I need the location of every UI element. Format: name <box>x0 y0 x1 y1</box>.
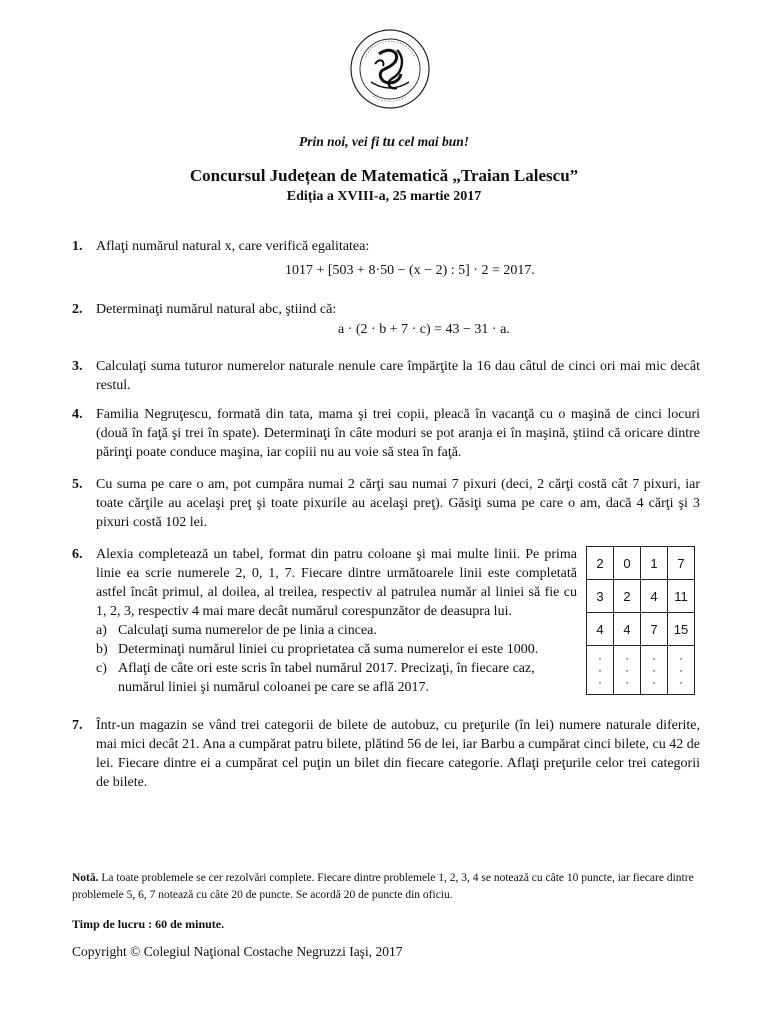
problem-2-formula: a · (2 · b + 7 · c) = 43 − 31 · a. <box>338 322 510 337</box>
copyright: Copyright © Colegiul Naţional Costache Negruzzi Iaşi, 2017 <box>72 944 403 959</box>
ellipsis-cell: · · · <box>641 646 668 695</box>
problem-6-part-a: a) Calculaţi suma numerelor de pe linia a cincea. <box>96 623 377 638</box>
table-row <box>587 613 695 646</box>
grading-note: Notă. La toate problemele se cer rezolvări complete. Fiecare dintre problemele 1, 2, 3, 4 se notează cu câte 10 puncte, iar fiecare dintre problemele 5, 6, 7 notează cu câte 20 de puncte. Se acordă 20 de puncte din oficiu. <box>72 872 694 901</box>
table-cell: 4 <box>614 613 641 646</box>
problem-6: 6. Alexia completează un tabel, format din patru coloane şi mai multe linii. Pe prima linie ea scrie numerele 2, 0, 1, 7. Fiecare dintre următoarele linii este completată astfel încât primul, al doilea, al treilea, respectiv al patrulea număr al liniei să fie cu 1, 2, 3, respectiv 4 mai mare decât numărul corespunzător de deasupra lui. a) Calculaţi suma numerelor de pe linia a cincea. b) Determinaţi numărul liniei cu proprietatea că suma numerelor ei este 1000. c) Aflaţi de câte ori este scris în tabel numărul 2017. Precizaţi, în fiecare caz, numărul liniei şi numărul coloanei pe care se află 2017. <box>72 547 577 695</box>
problem-5-text: Cu suma pe care o am, pot cumpăra numai 2 cărţi sau numai 7 pixuri (deci, 2 cărţi costă cât 7 pixuri, iar toate cărţile au acelaşi preţ şi toate pixurile au acelaşi preţ). Găsiţi suma pe care o am, dacă 4 cărţi şi 3 pixuri costă 102 lei. <box>96 477 700 530</box>
table-cell: 0 <box>614 547 641 580</box>
problem-6-part-b: b) Determinaţi numărul liniei cu proprietatea că suma numerelor ei este 1000. <box>96 642 539 657</box>
problem-5: 5. Cu suma pe care o am, pot cumpăra numai 2 cărţi sau numai 7 pixuri (deci, 2 cărţi costă cât 7 pixuri, iar toate cărţile au acelaşi preţ şi toate pixurile au acelaşi preţ). Găsiţi suma pe care o am, dacă 4 cărţi şi 3 pixuri costă 102 lei. <box>72 477 700 530</box>
problem-3-text: Calculaţi suma tuturor numerelor naturale nenule care împărţite la 16 dau câtul de cinci ori mai mic decât restul. <box>96 359 700 393</box>
problem-1-text: Aflaţi numărul natural x, care verifică egalitatea: <box>96 239 370 254</box>
edition-subtitle: Ediția a XVIII-a, 25 martie 2017 <box>286 189 482 204</box>
table-row <box>587 547 695 580</box>
motto: Prin noi, vei fi tu cel mai bun! <box>298 134 470 150</box>
problem-7: 7. Într-un magazin se vând trei categorii de bilete de autobuz, cu preţurile (în lei) numere naturale diferite, mai mici decât 21. Ana a cumpărat patru bilete, plătind 56 de lei, iar Barbu a cumpărat cinci bilete, cu 42 de lei. Fiecare dintre ei a cumpărat cel puţin un bilet din fiecare categorie. Aflaţi preţurile celor trei categorii de bilete. <box>72 718 700 790</box>
table-cell: 2 <box>614 580 641 613</box>
school-seal-logo <box>349 28 431 110</box>
number-table <box>586 546 695 695</box>
ellipsis-cell: · · · <box>587 646 614 695</box>
table-cell: 11 <box>668 580 695 613</box>
time-limit: Timp de lucru : 60 de minute. <box>72 917 225 931</box>
table-cell: 2 <box>587 547 614 580</box>
table-cell: 4 <box>587 613 614 646</box>
table-cell: 4 <box>641 580 668 613</box>
problem-1-formula: 1017 + [503 + 8·50 − (x − 2) : 5] · 2 = 2017. <box>285 263 535 278</box>
problem-2-text: Determinaţi numărul natural abc, ştiind că: <box>96 302 337 317</box>
table-cell: 7 <box>668 547 695 580</box>
problem-6-part-c: c) Aflaţi de câte ori este scris în tabel numărul 2017. Precizaţi, în fiecare caz, numărul liniei şi numărul coloanei pe care se află 2017. <box>96 661 535 695</box>
problem-4: 4. Familia Negruţescu, formată din tata, mama şi trei copii, pleacă în vacanţă cu o maşină de cinci locuri (două în faţă şi trei în spate). Determinaţi în câte moduri se pot aranja ei în maşină, ştiind că oricare dintre părinţi poate conduce maşina, iar copiii nu au voie să stea în faţă. <box>72 407 700 460</box>
ellipsis-cell: · · · <box>668 646 695 695</box>
problem-6-text: Alexia completează un tabel, format din patru coloane şi mai multe linii. Pe prima linie ea scrie numerele 2, 0, 1, 7. Fiecare dintre următoarele linii este completată astfel încât primul, al doilea, al treilea, respectiv al patrulea număr al liniei să fie cu 1, 2, 3, respectiv 4 mai mare decât numărul corespunzător de deasupra lui. <box>96 547 577 619</box>
problem-1: 1. Aflaţi numărul natural x, care verifică egalitatea: <box>72 237 700 256</box>
problem-3: 3. Calculaţi suma tuturor numerelor naturale nenule care împărţite la 16 dau câtul de cinci ori mai mic decât restul. <box>72 359 700 393</box>
table-row-ellipsis <box>587 646 695 695</box>
table-row <box>587 580 695 613</box>
table-cell: 1 <box>641 547 668 580</box>
table-cell: 3 <box>587 580 614 613</box>
contest-title: Concursul Județean de Matematică „Traian Lalescu” <box>189 166 579 185</box>
table-cell: 7 <box>641 613 668 646</box>
table-cell: 15 <box>668 613 695 646</box>
ellipsis-cell: · · · <box>614 646 641 695</box>
problem-4-text: Familia Negruţescu, formată din tata, mama şi trei copii, pleacă în vacanţă cu o maşină de cinci locuri (două în faţă şi trei în spate). Determinaţi în câte moduri se pot aranja ei în maşină, ştiind că oricare dintre părinţi poate conduce maşina, iar copiii nu au voie să stea în faţă. <box>96 407 700 460</box>
problem-7-text: Într-un magazin se vând trei categorii de bilete de autobuz, cu preţurile (în lei) numere naturale diferite, mai mici decât 21. Ana a cumpărat patru bilete, plătind 56 de lei, iar Barbu a cumpărat cinci bilete, cu 42 de lei. Fiecare dintre ei a cumpărat cel puţin un bilet din fiecare categorie. Aflaţi preţurile celor trei categorii de bilete. <box>96 718 700 790</box>
problem-2: 2. Determinaţi numărul natural abc, ştiind că: <box>72 300 700 319</box>
